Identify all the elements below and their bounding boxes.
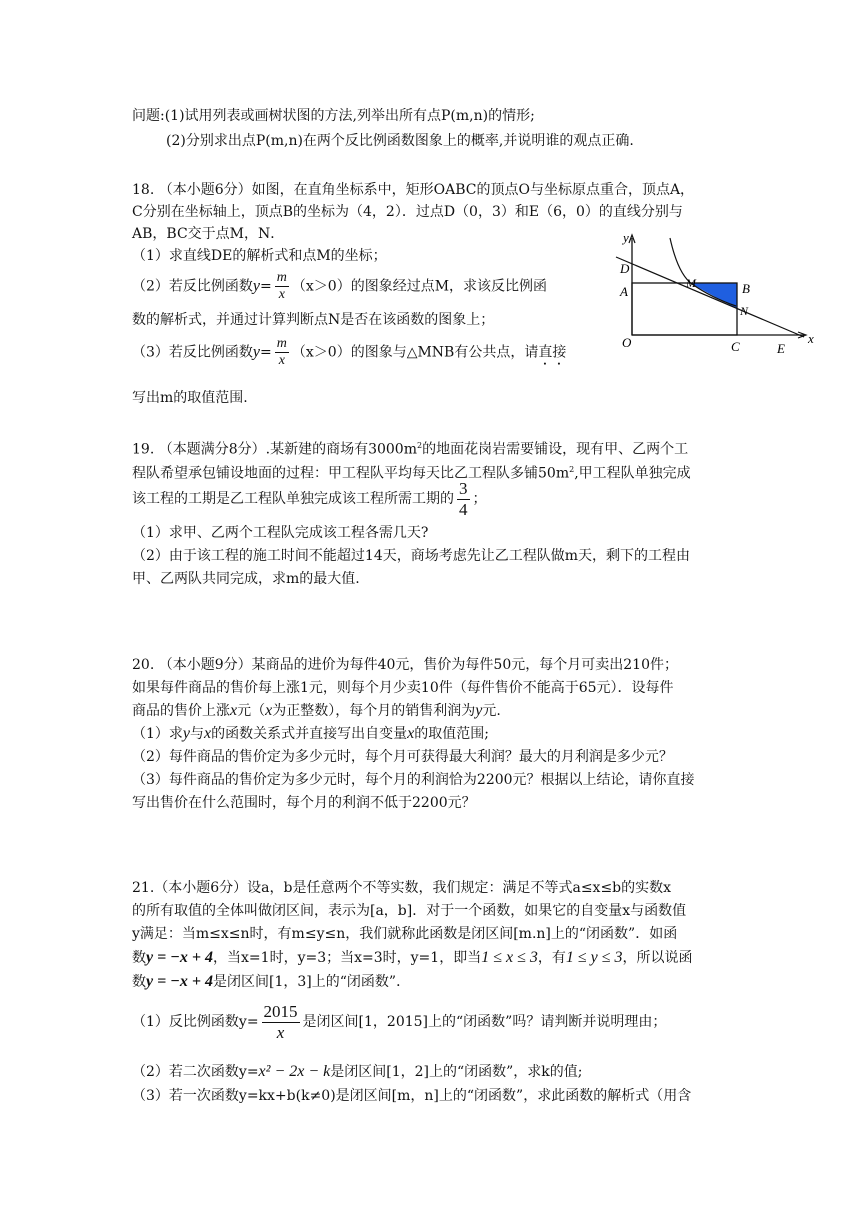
q18-sub-1: （1）求直线DE的解析式和点M的坐标； — [132, 248, 387, 264]
q21-line-4-a: 数 — [132, 950, 146, 966]
q19-sub-1: （1）求甲、乙两个工程队完成该工程各需几天? — [132, 525, 429, 541]
q20-sub-1-b: 与 — [190, 726, 205, 742]
q21-line-3: y满足：当m≤x≤n时，有m≤y≤n，我们就称此函数是闭区间[m.n]上的“闭函数”．如函 — [132, 926, 678, 942]
q20-line-2: 如果每件商品的售价每上涨1元，则每个月少卖10件（每件售价不能高于65元）．设每件 — [132, 680, 674, 696]
q19-sub-2-cont: 甲、乙两队共同完成，求m的最大值. — [132, 571, 360, 587]
q18-sub-2-cont: 数的解析式，并通过计算判断点N是否在该函数的图象上； — [132, 312, 495, 328]
q18-sub-3-pre: （3）若反比例函数 — [132, 344, 253, 361]
q20-sub-1-d: 的取值范围; — [414, 726, 489, 742]
fraction-m-over-x — [275, 270, 289, 303]
var-x: x — [230, 702, 238, 719]
inequality-y: 1 ≤ y ≤ 3 — [565, 949, 623, 966]
label-a: A — [620, 284, 628, 299]
q18-emphasis-directly: 直接 — [538, 344, 567, 361]
q19-sub-2: （2）由于该工程的施工时间不能超过14天，商场考虑先让乙工程队做m天，剩下的工程由 — [132, 548, 690, 564]
q18-sub-3 — [132, 336, 566, 369]
q20-sub-1-a: （1）求 — [132, 726, 183, 742]
q18-line-3: AB，BC交于点M，N． — [132, 226, 285, 242]
label-o: O — [622, 335, 632, 350]
q19-line-1 — [132, 436, 688, 460]
q19-line-2-pre: 程队希望承包铺设地面的过程：甲工程队平均每天比乙工程队多铺50m — [132, 465, 570, 482]
q20-sub-1 — [132, 724, 489, 744]
q18-sub-3-post: （x＞0）的图象与△MNB有公共点，请 — [291, 344, 539, 361]
q19-sup-1: 2 — [416, 441, 423, 450]
q20-line-3-c: 为正整数），每个月的销售利润为 — [272, 703, 476, 719]
label-x: x — [808, 331, 814, 346]
q18-sub-2-pre: （2）若反比例函数 — [132, 278, 253, 295]
q19-sup-2: 2 — [569, 465, 575, 474]
q18-figure — [612, 228, 822, 358]
q17-question-2: (2)分别求出点P(m,n)在两个反比例函数图象上的概率,并说明谁的观点正确. — [166, 133, 634, 149]
fraction-numerator: 3 — [459, 478, 468, 498]
var-y: y — [182, 725, 191, 742]
q21-line-4 — [132, 948, 693, 968]
q21-line-4-b: ，当x=1时，y=3；当x=3时，y=1，即当 — [213, 950, 482, 966]
q18-line-2: C分别在坐标轴上，顶点B的坐标为（4，2）．过点D（0，3）和E（6，0）的直线分别与 — [132, 204, 683, 220]
q20-sub-1-c: 的函数关系式并直接写出自变量 — [211, 726, 408, 742]
fraction-denominator: x — [278, 353, 285, 368]
q20-line-3-b: 元（ — [237, 703, 266, 719]
quadratic-expression: x² − 2x − k — [258, 1063, 331, 1080]
fraction-denominator: x — [278, 287, 285, 302]
label-n: N — [740, 304, 749, 318]
label-m: M — [686, 276, 696, 290]
q21-line-1: 21.（本小题6分）设a，b是任意两个不等实数，我们规定：满足不等式a≤x≤b的实数x — [132, 880, 672, 896]
eq-equals: = — [260, 278, 272, 295]
q21-line-5-a: 数 — [132, 974, 146, 990]
q21-sub-2-a: （2）若二次函数y= — [132, 1064, 259, 1080]
label-b: B — [742, 281, 750, 296]
q20-line-1: 20. （本小题9分）某商品的进价为每件40元，售价为每件50元，每个月可卖出210件； — [132, 657, 678, 673]
var-y: y — [475, 702, 483, 719]
q18-line-1: 18. （本小题6分）如图，在直角坐标系中，矩形OABC的顶点O与坐标原点重合，顶点A， — [132, 182, 695, 198]
fraction-three-quarters — [457, 479, 470, 520]
q19-line-2-post: ,甲工程队单独完成 — [574, 465, 691, 482]
inequality-x: 1 ≤ x ≤ 3 — [481, 949, 538, 966]
q19-line-1-pre: 19. （本题满分8分）.某新建的商场有3000m — [132, 441, 417, 458]
line-de — [616, 257, 804, 337]
q19-line-1-post: 的地面花岗岩需要铺设，现有甲、乙两个工 — [422, 441, 689, 458]
fraction-numerator: m — [276, 336, 287, 351]
label-y: y — [623, 230, 629, 245]
fraction-m-over-x — [275, 336, 289, 369]
fraction-numerator: m — [276, 270, 287, 285]
q21-sub-3: （3）若一次函数y=kx+b(k≠0)是闭区间[m，n]上的“闭函数”，求此函数的解析式（用含 — [132, 1088, 692, 1104]
q17-question-1: 问题:(1)试用列表或画树状图的方法,列举出所有点P(m,n)的情形; — [132, 108, 535, 124]
var-x: x — [407, 725, 415, 742]
q18-sub-2-post: （x＞0）的图象经过点M，求该反比例函 — [291, 278, 548, 295]
var-x: x — [265, 702, 273, 719]
q20-line-3-d: 元. — [482, 703, 501, 719]
var-x: x — [204, 725, 212, 742]
q20-line-3-a: 商品的售价上涨 — [132, 703, 230, 719]
equation-y-neg-x-plus-4: y = −x + 4 — [146, 973, 214, 990]
q21-line-5-b: 是闭区间[1，3]上的“闭函数”． — [213, 974, 411, 990]
q18-sub-3-cont: 写出m的取值范围. — [132, 390, 248, 406]
label-c: C — [731, 339, 740, 354]
eq-y: y — [252, 343, 261, 361]
q21-sub-2 — [132, 1062, 583, 1082]
q21-sub-1-a: （1）反比例函数y= — [132, 1014, 259, 1030]
fraction-denominator: 4 — [459, 499, 468, 519]
q20-sub-3-cont: 写出售价在什么范围时，每个月的利润不低于2200元？ — [132, 795, 476, 811]
q21-sub-2-b: 是闭区间[1，2]上的“闭函数”，求k的值; — [330, 1064, 583, 1080]
q21-line-4-c: ，有 — [537, 950, 566, 966]
fraction-2015-over-x — [262, 1002, 300, 1043]
q18-sub-2 — [132, 270, 547, 303]
q21-sub-1-b: 是闭区间[1，2015]上的“闭函数”吗？请判断并说明理由； — [302, 1014, 667, 1030]
q19-line-3-pre: 该工程的工期是乙工程队单独完成该工程所需工期的 — [132, 491, 454, 507]
eq-equals: = — [260, 344, 272, 361]
fraction-numerator: 2015 — [263, 1001, 298, 1021]
q20-line-3 — [132, 701, 501, 721]
equation-y-neg-x-plus-4: y = −x + 4 — [146, 949, 214, 966]
q19-line-3-post: ； — [472, 491, 487, 507]
q21-sub-1 — [132, 1000, 666, 1044]
fraction-denominator: x — [276, 1022, 285, 1042]
label-e: E — [777, 341, 785, 356]
q20-sub-2: （2）每件商品的售价定为多少元时，每个月可获得最大利润？最大的月利润是多少元？ — [132, 749, 673, 765]
q21-line-2: 的所有取值的全体叫做闭区间，表示为[a，b]．对于一个函数，如果它的自变量x与函数值 — [132, 903, 687, 919]
q21-line-5 — [132, 972, 410, 992]
q21-line-4-d: ，所以说函 — [622, 950, 693, 966]
q19-line-3 — [132, 478, 487, 520]
label-d: D — [620, 261, 630, 276]
q20-sub-3: （3）每件商品的售价定为多少元时，每个月的利润恰为2200元？根据以上结论，请你直接 — [132, 772, 695, 788]
eq-y: y — [252, 277, 261, 295]
